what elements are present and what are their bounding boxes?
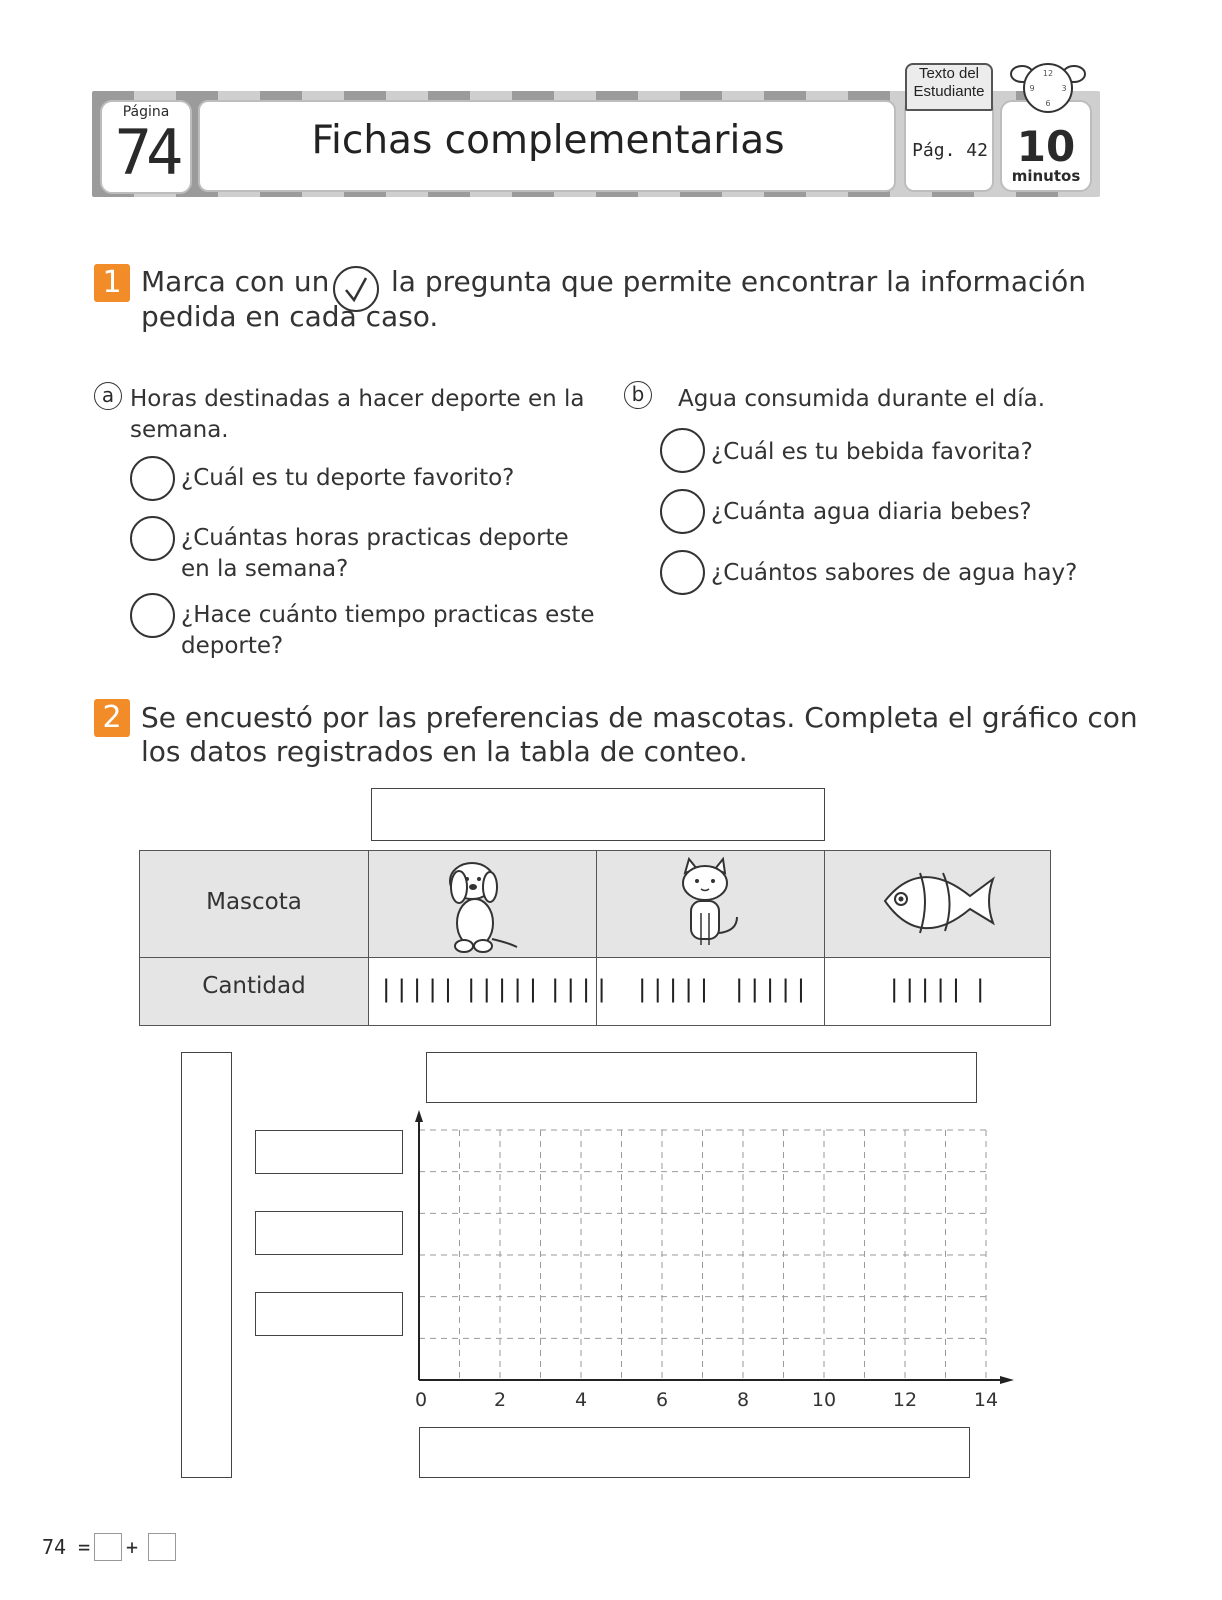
book-page: Pág. 42 [912,140,988,161]
x-tick-label: 8 [736,1389,750,1411]
item-a-option-3-line2: deporte? [181,633,284,659]
cat-cell [597,851,825,958]
q1-text-after: la pregunta que permite encontrar la información [391,265,1087,298]
x-tick-label: 0 [414,1389,428,1411]
fish-icon [825,851,1050,957]
footer-blank-1[interactable] [94,1533,122,1561]
bar-graph-grid[interactable] [400,1108,1020,1428]
cat-tally-cell [597,958,825,1025]
x-tick-label: 12 [892,1389,918,1411]
fish-tally-cell [825,958,1050,1025]
item-a-prompt-line1: Horas destinadas a hacer deporte en la [130,386,585,412]
dog-cell [369,851,597,958]
item-a-letter: a [94,382,122,410]
svg-text:12: 12 [1042,69,1054,78]
question-1-number: 1 [94,264,130,302]
fish-cell [825,851,1050,958]
tally-mark: |||| [548,975,610,1003]
page-number: 74 [114,116,178,189]
category-label-input-1[interactable] [255,1130,403,1174]
tally-mark: ||||| [635,975,713,1003]
page-title: Fichas complementarias [311,118,785,163]
book-ref-line2: Estudiante [913,83,985,100]
x-tick-label: 14 [973,1389,999,1411]
x-axis-arrow-icon [1000,1376,1014,1384]
item-b-letter: b [624,381,652,409]
item-a-option-2-line2: en la semana? [181,556,349,582]
page-label: Página [122,104,170,120]
svg-text:3: 3 [1061,84,1067,93]
tally-mark: ||||| [379,975,457,1003]
tally-mark: | [973,975,989,1003]
category-label-input-2[interactable] [255,1211,403,1255]
footer-expression [42,1535,90,1559]
book-icon [905,63,993,111]
item-a-option-3-radio[interactable] [130,593,175,638]
mascota-label: Mascota [206,889,302,915]
item-a-option-2-line1: ¿Cuántas horas practicas deporte [181,525,569,551]
item-b-option-2-label: ¿Cuánta agua diaria bebes? [711,499,1032,525]
item-a-option-2-radio[interactable] [130,516,175,561]
q2-text-line2: los datos registrados en la tabla de conteo. [141,735,748,768]
item-b-option-3-label: ¿Cuántos sabores de agua hay? [711,560,1078,586]
y-axis-arrow-icon [415,1110,423,1122]
book-ref-line1: Texto del [918,65,980,82]
alarm-clock-icon [1008,60,1088,116]
footer-expr: 74 = [42,1535,91,1559]
graph-title-input[interactable] [426,1052,977,1103]
tick-labels [415,1389,998,1411]
dog-tally-cell [369,958,610,1025]
item-b-option-2-radio[interactable] [660,489,705,534]
item-b-option-3-radio[interactable] [660,550,705,595]
grid-lines [419,1130,986,1380]
q1-text-before: Marca con un [141,265,330,298]
minutes-value: 10 [1016,122,1076,171]
tally-table [139,850,1051,1026]
x-tick-label: 10 [811,1389,837,1411]
svg-text:9: 9 [1029,84,1035,93]
q1-text-line2: pedida en cada caso. [141,300,439,333]
footer-blank-2[interactable] [148,1533,176,1561]
q2-text-line1: Se encuestó por las preferencias de mascotas. Completa el gráfico con [141,701,1138,734]
question-2-number: 2 [94,699,130,737]
cat-icon [597,851,824,957]
item-b-prompt: Agua consumida durante el día. [678,386,1046,412]
x-tick-label: 2 [493,1389,507,1411]
tally-mark: ||||| [732,975,810,1003]
x-axis-title-input[interactable] [419,1427,970,1478]
item-a-option-1-radio[interactable] [130,456,175,501]
cantidad-label: Cantidad [202,973,306,999]
tally-mark: ||||| [887,975,965,1003]
svg-text:6: 6 [1045,99,1051,108]
minutes-label: minutos [1011,167,1081,185]
x-tick-label: 4 [574,1389,588,1411]
tally-mark: ||||| [464,975,542,1003]
x-tick-label: 6 [655,1389,669,1411]
y-axis-title-input[interactable] [181,1052,232,1478]
category-label-input-3[interactable] [255,1292,403,1336]
dog-icon [369,851,596,957]
item-a-option-1-label: ¿Cuál es tu deporte favorito? [181,465,515,491]
item-a-prompt-line2: semana. [130,417,229,443]
item-b-option-1-radio[interactable] [660,428,705,473]
item-a-option-3-line1: ¿Hace cuánto tiempo practicas este [181,602,595,628]
footer-plus: + [126,1535,139,1559]
table-title-input[interactable] [371,788,825,841]
item-b-option-1-label: ¿Cuál es tu bebida favorita? [711,439,1033,465]
